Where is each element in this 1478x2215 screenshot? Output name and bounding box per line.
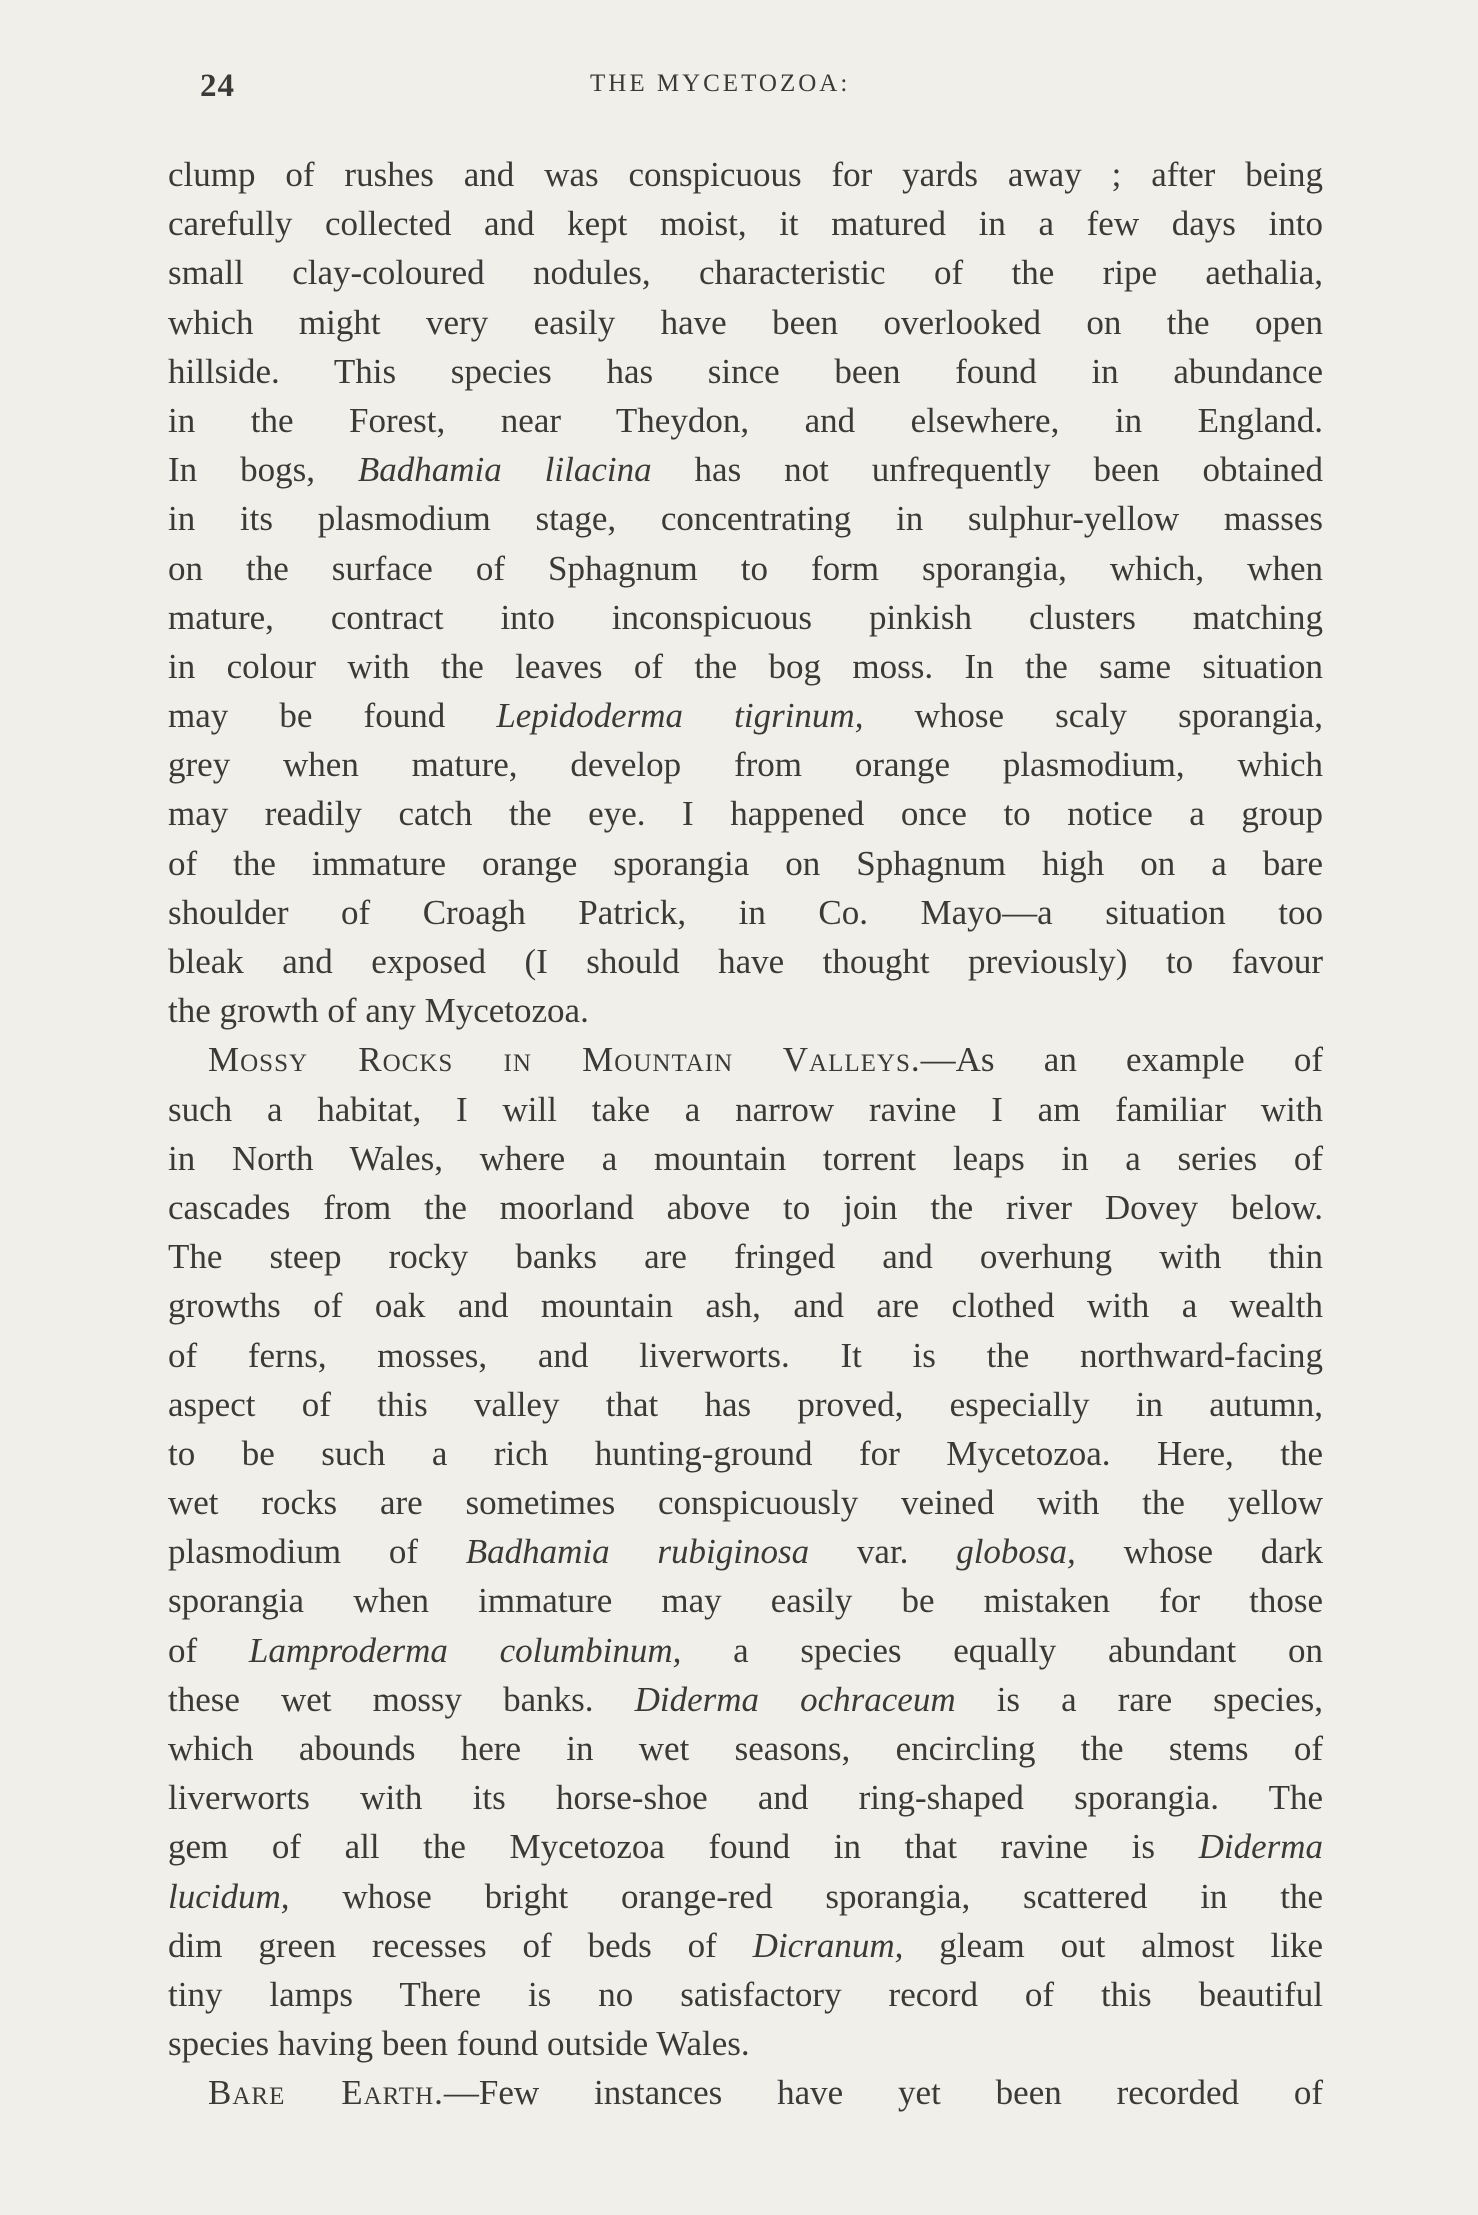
- genus-name: Dicranum,: [752, 1925, 904, 1965]
- text-line: Mossy Rocks in Mountain Valleys.—As an example of: [208, 1040, 1324, 1080]
- page-number: 24: [200, 68, 235, 104]
- text-line: to be such a rich hunting-ground for Mycetozoa. Here, the: [168, 1433, 1323, 1473]
- text-line: growths of oak and mountain ash, and are clothed with a wealth: [168, 1286, 1323, 1326]
- text-line: these wet mossy banks. Diderma ochraceum is a rare species,: [168, 1679, 1323, 1719]
- species-name: Badhamia rubiginosa: [465, 1532, 810, 1572]
- text-line: wet rocks are sometimes conspicuously veined with the yellow: [168, 1483, 1323, 1523]
- text-line: in North Wales, where a mountain torrent leaps in a series of: [168, 1138, 1323, 1178]
- text-line: in the Forest, near Theydon, and elsewhere, in England.: [168, 400, 1323, 440]
- text-line: shoulder of Croagh Patrick, in Co. Mayo—a situation too: [168, 892, 1323, 932]
- text-line: the growth of any Mycetozoa.: [168, 991, 589, 1031]
- text-line: cascades from the moorland above to join the river Dovey below.: [168, 1187, 1323, 1227]
- text-line: dim green recesses of beds of Dicranum, gleam out almost like: [168, 1925, 1323, 1965]
- text-line: plasmodium of Badhamia rubiginosa var. globosa, whose dark: [168, 1532, 1323, 1572]
- text-line: gem of all the Mycetozoa found in that ravine is Diderma: [168, 1827, 1323, 1867]
- text-line: of ferns, mosses, and liverworts. It is the northward-facing: [168, 1335, 1323, 1375]
- text-line: tiny lamps There is no satisfactory record of this beautiful: [168, 1974, 1323, 2014]
- text-line: in its plasmodium stage, concentrating in sulphur-yellow masses: [168, 499, 1323, 539]
- species-name: Lepidoderma tigrinum,: [496, 696, 864, 736]
- text-line: lucidum, whose bright orange-red sporangia, scattered in the: [168, 1876, 1323, 1916]
- running-title: THE MYCETOZOA:: [590, 70, 851, 97]
- section-heading: Mossy Rocks in Mountain Valleys.: [208, 1040, 921, 1080]
- text-line: grey when mature, develop from orange plasmodium, which: [168, 745, 1323, 785]
- text-line: such a habitat, I will take a narrow ravine I am familiar with: [168, 1089, 1323, 1129]
- text-line: of Lamproderma columbinum, a species equally abundant on: [168, 1630, 1323, 1670]
- text-line: hillside. This species has since been found in abundance: [168, 351, 1323, 391]
- text-line: The steep rocky banks are fringed and overhung with thin: [168, 1237, 1323, 1277]
- section-heading: Bare Earth.: [208, 2073, 444, 2113]
- text-line: carefully collected and kept moist, it matured in a few days into: [168, 204, 1323, 244]
- text-line: bleak and exposed (I should have thought previously) to favour: [168, 942, 1323, 981]
- text-line: liverworts with its horse-shoe and ring-shaped sporangia. The: [168, 1778, 1323, 1818]
- text-line: Bare Earth.—Few instances have yet been recorded of: [208, 2073, 1323, 2113]
- text-line: sporangia when immature may easily be mistaken for those: [168, 1581, 1323, 1621]
- running-head: [170, 68, 1320, 108]
- species-name: lucidum,: [168, 1876, 290, 1916]
- text-line: species having been found outside Wales.: [168, 2024, 750, 2064]
- text-line: aspect of this valley that has proved, especially in autumn,: [168, 1384, 1323, 1424]
- text-line: on the surface of Sphagnum to form sporangia, which, when: [168, 548, 1323, 588]
- text-line: may be found Lepidoderma tigrinum, whose scaly sporangia,: [168, 696, 1323, 736]
- body-text: [168, 150, 1323, 2118]
- text-line: clump of rushes and was conspicuous for yards away ; after being: [168, 155, 1323, 194]
- species-name: Diderma ochraceum: [634, 1679, 956, 1719]
- species-name: Badhamia lilacina: [357, 450, 652, 490]
- text-line: which abounds here in wet seasons, encircling the stems of: [168, 1729, 1323, 1768]
- variety-name: globosa,: [956, 1532, 1076, 1572]
- text-line: which might very easily have been overlooked on the open: [168, 302, 1323, 342]
- text-line: small clay-coloured nodules, characteristic of the ripe aethalia,: [168, 253, 1323, 293]
- species-name: Lamproderma columbinum,: [248, 1630, 682, 1670]
- text-line: mature, contract into inconspicuous pinkish clusters matching: [168, 597, 1323, 637]
- text-line: In bogs, Badhamia lilacina has not unfrequently been obtained: [168, 450, 1324, 490]
- text-line: may readily catch the eye. I happened once to notice a group: [168, 794, 1323, 834]
- species-name: Diderma: [1198, 1827, 1323, 1867]
- text-line: in colour with the leaves of the bog moss. In the same situation: [168, 646, 1323, 686]
- text-line: of the immature orange sporangia on Sphagnum high on a bare: [168, 843, 1323, 883]
